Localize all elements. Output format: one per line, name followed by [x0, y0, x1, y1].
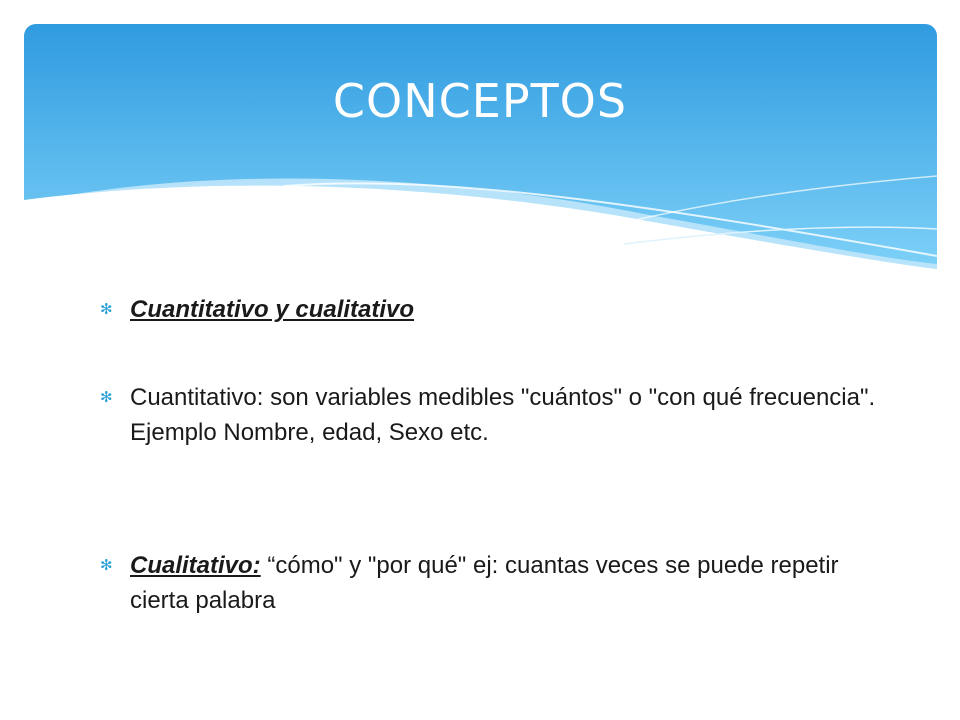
bullet-heading: Cuantitativo y cualitativo [130, 296, 415, 323]
bullet-item [100, 548, 880, 618]
title-banner [24, 24, 937, 274]
bullet-text: “cómo" y "por qué" ej: cuantas veces se puede repetir cierta palabra [130, 552, 839, 614]
star-bullet-icon: ✻ [100, 301, 113, 318]
bullet-item [100, 292, 414, 327]
bullet-term: Cualitativo: [130, 552, 261, 579]
bullet-text: Cuantitativo: son variables medibles "cuántos" o "con qué frecuencia". Ejemplo Nombre, edad, Sexo etc. [130, 384, 876, 446]
bullet-item [100, 380, 880, 450]
banner-wave-graphic [24, 24, 937, 274]
bullet-text-group [130, 548, 880, 618]
star-bullet-icon: ✻ [100, 389, 113, 406]
star-bullet-icon: ✻ [100, 557, 113, 574]
slide-title: CONCEPTOS [332, 74, 628, 128]
